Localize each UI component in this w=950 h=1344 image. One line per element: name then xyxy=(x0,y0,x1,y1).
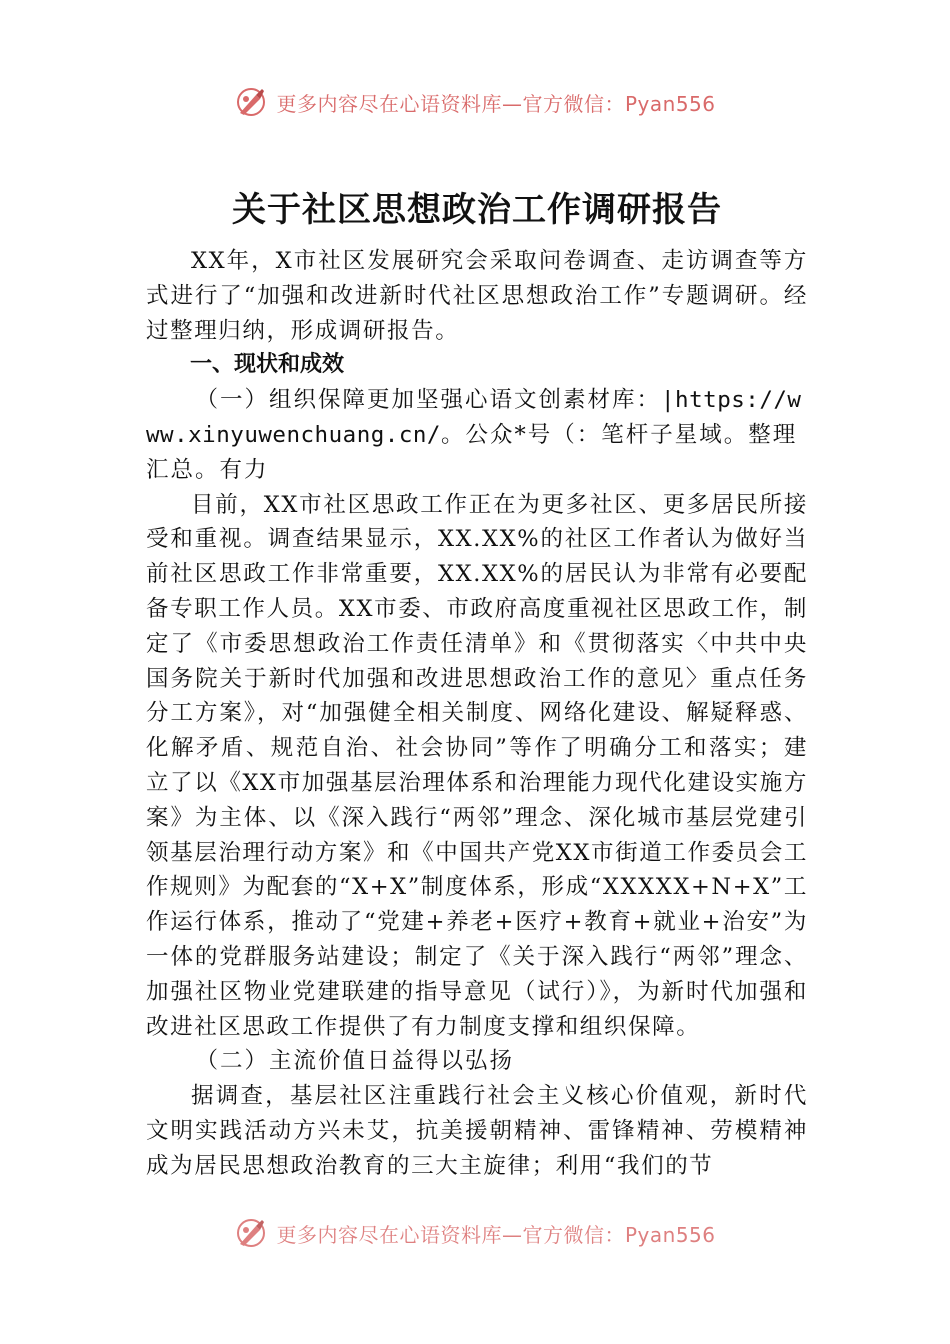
banner-wechat-id: Pyan556 xyxy=(624,1222,716,1247)
brush-logo-icon xyxy=(234,1216,268,1247)
subsection-heading-2: （二）主流价值日益得以弘扬 xyxy=(195,1048,515,1075)
body-paragraph-2: 据调查，基层社区注重践行社会主义核心价值观，新时代文明实践活动方兴未艾，抗美援朝精神、雷锋精神、劳模精神成为居民思想政治教育的三大主旋律；利用“我们的节 xyxy=(146,1083,808,1179)
subsection-heading-1-a: （一）组织保障更加坚强心语文创素材库： xyxy=(195,387,662,414)
banner-label xyxy=(276,1219,715,1248)
document xyxy=(146,182,808,1184)
banner-cn: 更多内容尽在心语资料库—官方微信： xyxy=(276,1222,625,1247)
banner-wechat-id: Pyan556 xyxy=(624,91,716,116)
page-title: 关于社区思想政治工作调研报告 xyxy=(232,190,722,230)
body-paragraph-1: 目前，XX市社区思政工作正在为更多社区、更多居民所接受和重视。调查结果显示，XX.XX%的社区工作者认为做好当前社区思政工作非常重要，XX.XX%的居民认为非常有必要配备专职工作人员。XX市委、市政府高度重视社区思政工作，制定了《市委思想政治工作责任清单》和《贯彻落实〈中共中央国务院关于新时代加强和改进思想政治工作的意见〉重点任务分工方案》，对“加强健全相关制度、网络化建设、解疑释惑、化解矛盾、规范自治、社会协同”等作了明确分工和落实；建立了以《XX市加强基层治理体系和治理能力现代化建设实施方案》为主体、以《深入践行“两邻”理念、深化城市基层党建引领基层治理行动方案》和《中国共产党XX市街道工作委员会工作规则》为配套的“X+X”制度体系，形成“XXXXX+N+X”工作运行体系，推动了“党建+养老+医疗+教育+就业+治安”为一体的党群服务站建设；制定了《关于深入践行“两邻”理念、加强社区物业党建联建的指导意见（试行）》，为新时代加强和改进社区思政工作提供了有力制度支撑和组织保障。 xyxy=(146,491,808,1040)
intro-paragraph: XX年，X市社区发展研究会采取问卷调查、走访调查等方式进行了“加强和改进新时代社区思想政治工作”专题调研。经过整理归纳，形成调研报告。 xyxy=(146,248,808,344)
section-heading-1: 一、现状和成效 xyxy=(190,352,345,378)
watermark-banner-bottom xyxy=(0,1203,950,1247)
subsection-heading-1-b: 。公众*号（：笔杆子星域。整理汇总。有力 xyxy=(146,421,798,483)
subsection-heading-1-url: |https://www.xinyuwenchuang.cn/ xyxy=(146,387,802,448)
subsection-heading-1 xyxy=(146,383,808,487)
banner-cn: 更多内容尽在心语资料库—官方微信： xyxy=(276,91,625,116)
